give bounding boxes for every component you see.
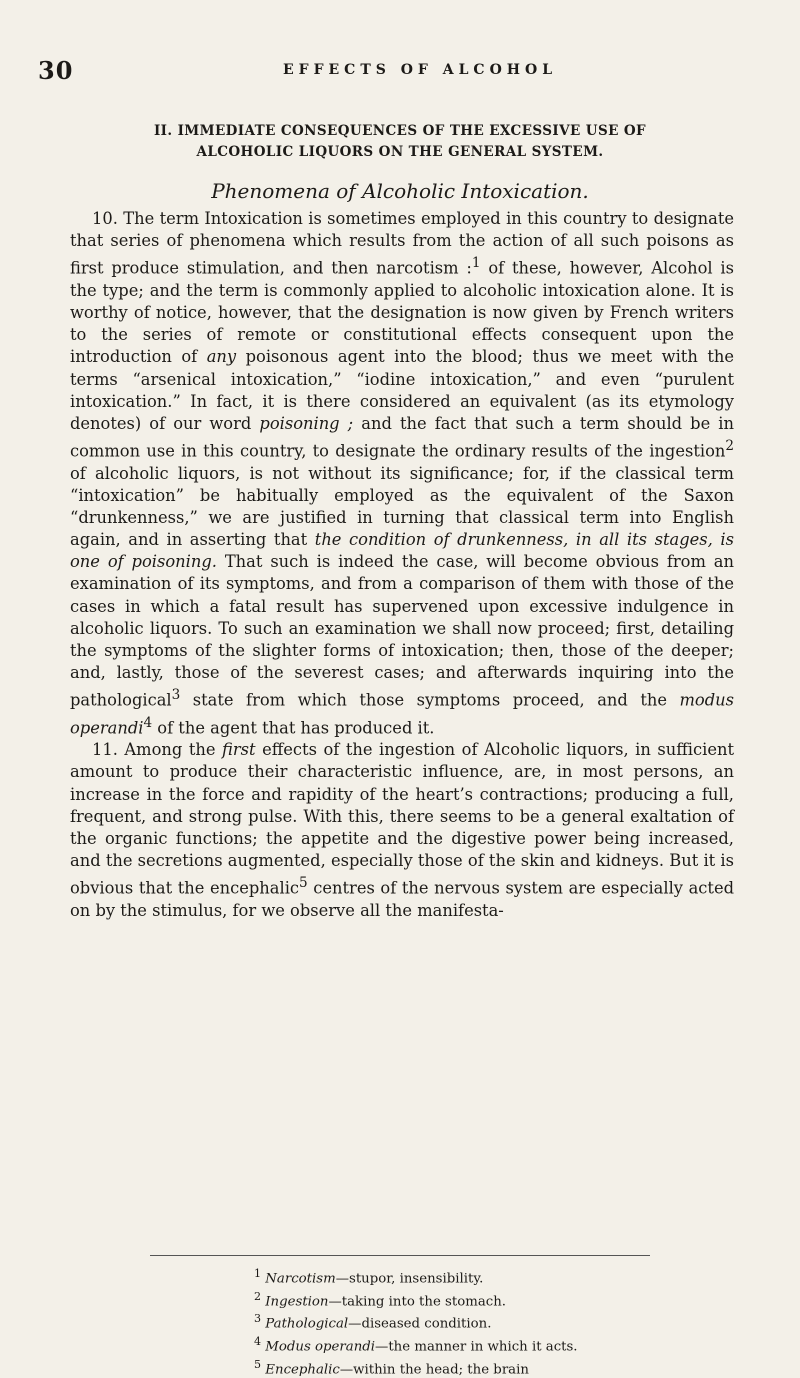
footnote-term: Encephalic (265, 1362, 340, 1377)
footnote-ref: 2 (725, 438, 734, 454)
footnotes (254, 1265, 754, 1378)
footnote-definition: —stupor, insensibility. (336, 1271, 484, 1286)
footnote-2 (254, 1288, 754, 1311)
text-run: That such is indeed the case, will become obvious from an examination of its symptoms, and from a comparison of them with those of the cases in which a fatal result has supervened upon excessive indulgence in alcoholic liquors. To such an examination we shall now proceed; first, detailing the symptoms of the slighter forms of intoxication; then, those of the deeper; and, lastly, those of the severest cases; and afterwards inquiring into the pathological (70, 552, 734, 709)
text-run: and the fact that such a term should be in common use in this country, to designate the ordinary results of the ingestion (70, 414, 734, 461)
footnote-definition: —taking into the stomach. (328, 1294, 506, 1309)
italic-run: the condition of drunkenness, in all its stages, is one of poisoning. (70, 530, 734, 571)
paragraph-11 (70, 739, 734, 922)
italic-run: any (207, 347, 236, 366)
footnote-definition: —within the head; the brain (340, 1362, 529, 1377)
text-run: 10. The term Intoxication is sometimes employed in this country to designate that series of phenomena which results from the action of all such poisons as first produce stimulation, and then narcotism : (70, 209, 734, 278)
footnote-divider (150, 1255, 650, 1256)
footnote-definition: —the manner in which it acts. (375, 1339, 578, 1354)
text-run: of alcoholic liquors, is not without its significance; for, if the classical term “intoxication” be habitually employed as the equivalent of the Saxon “drunkenness,” we are justified in turning that classical term into English again, and in asserting that (70, 464, 734, 549)
footnote-mark: 5 (254, 1358, 261, 1371)
footnote-definition: —diseased condition. (348, 1317, 491, 1332)
section-heading-line1: II. IMMEDIATE CONSEQUENCES OF THE EXCESSIVE USE OF (70, 121, 730, 142)
footnote-mark: 3 (254, 1312, 261, 1325)
italic-run: modus operandi (70, 691, 734, 738)
italic-run: poisoning ; (259, 414, 353, 433)
text-run: 11. Among the (92, 740, 222, 759)
footnote-ref: 5 (299, 875, 308, 891)
footnote-term: Ingestion (265, 1294, 328, 1309)
footnote-mark: 2 (254, 1290, 261, 1303)
footnote-term: Narcotism (265, 1271, 335, 1286)
footnote-term: Modus operandi (265, 1339, 375, 1354)
footnote-mark: 4 (254, 1335, 261, 1348)
footnote-ref: 3 (172, 687, 181, 703)
text-run: centres of the nervous system are especially acted on by the stimulus, for we observe all the manifesta- (70, 879, 734, 920)
footnote-term: Pathological (265, 1317, 348, 1332)
footnote-3 (254, 1310, 754, 1333)
footnote-1 (254, 1265, 754, 1288)
subheading: Phenomena of Alcoholic Intoxication. (70, 179, 730, 203)
paragraph-10 (70, 208, 734, 739)
footnote-ref: 1 (472, 255, 481, 271)
text-run: effects of the ingestion of Alcoholic liquors, in sufficient amount to produce their characteristic influence, are, in most persons, an increase in the force and rapidity of the heart’s contractions; producing a full, frequent, and strong pulse. With this, there seems to be a general exaltation of the organic functions; the appetite and the digestive power being increased, and the secretions augmented, especially those of the skin and kidneys. But it is obvious that the encephalic (70, 740, 734, 897)
footnote-4 (254, 1333, 754, 1356)
section-heading (70, 121, 730, 163)
footnote-mark: 1 (254, 1267, 261, 1280)
text-run: of these, however, Alcohol is the type; and the term is commonly applied to alcoholic intoxication alone. It is worthy of notice, however, that the designation is now given by French writers to the series of remote or constitutional effects consequent upon the introduction of (70, 259, 734, 367)
text-run: poisonous agent into the blood; thus we meet with the terms “arsenical intoxication,” “iodine intoxication,” and even “purulent intoxication.” In fact, it is there considered an equivalent (as its etymology denotes) of our word (70, 347, 734, 432)
text-run: of the agent that has produced it. (152, 718, 434, 737)
italic-run: first (222, 740, 256, 759)
footnote-5 (254, 1356, 754, 1378)
section-heading-line2: ALCOHOLIC LIQUORS ON THE GENERAL SYSTEM. (70, 142, 730, 163)
page-number: 30 (38, 56, 73, 85)
text-run: state from which those symptoms proceed, and the (180, 691, 679, 710)
body-text (70, 208, 734, 922)
running-title: EFFECTS OF ALCOHOL (0, 62, 800, 78)
footnote-ref: 4 (143, 715, 152, 731)
